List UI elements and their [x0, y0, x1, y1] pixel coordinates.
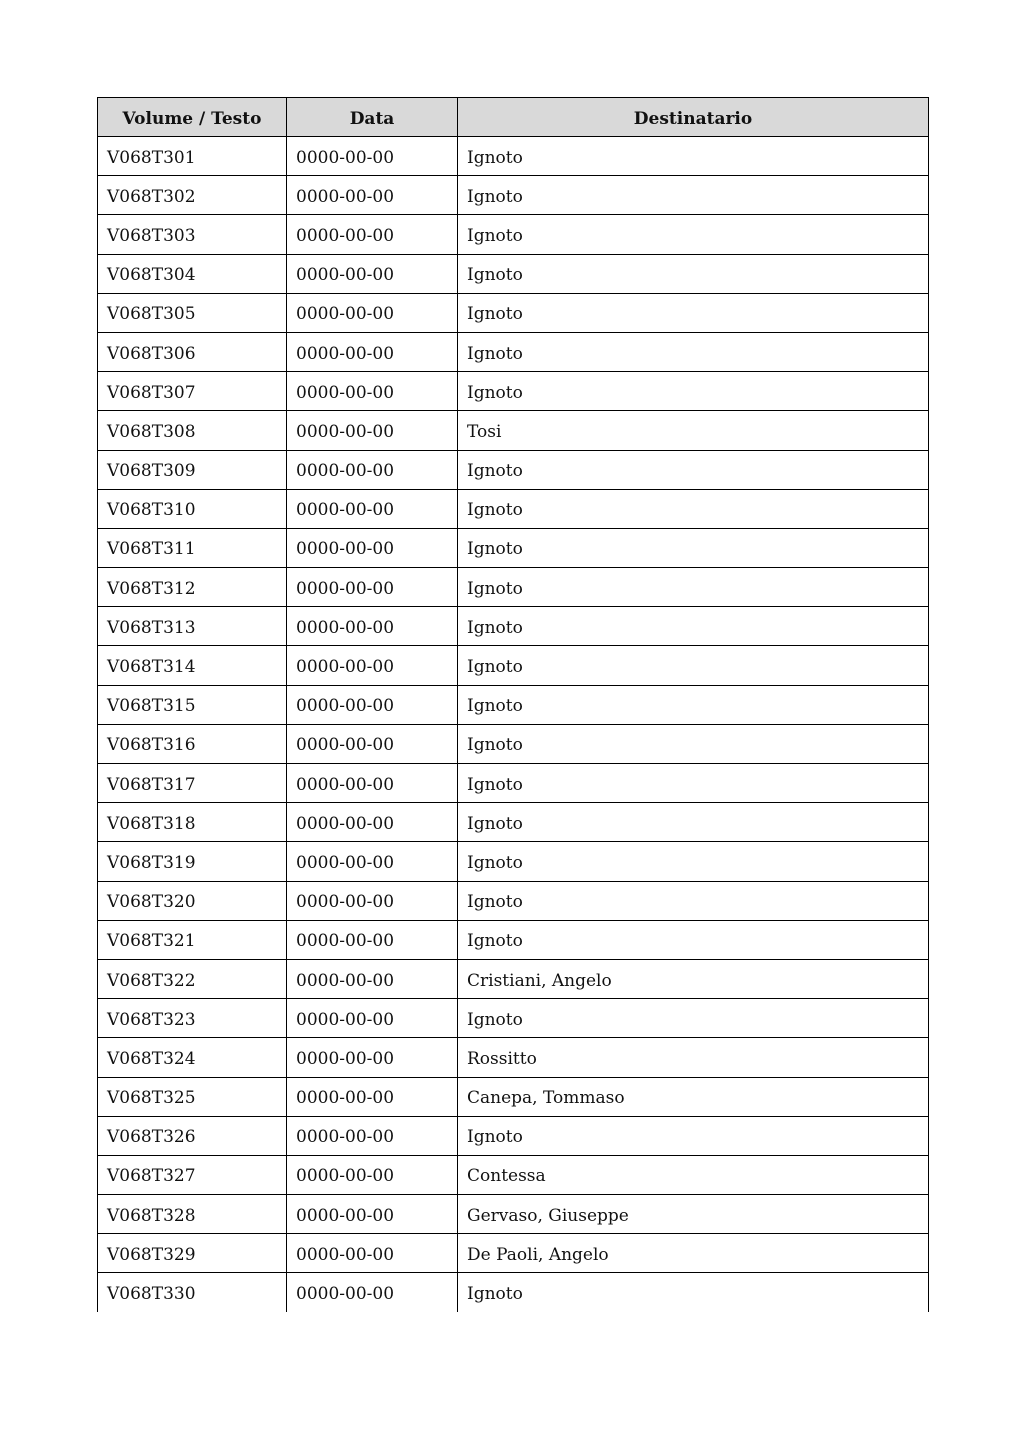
cell-destinatario: Ignoto [458, 254, 929, 293]
cell-destinatario: Ignoto [458, 489, 929, 528]
table-row [98, 920, 929, 959]
cell-destinatario: Tosi [458, 411, 929, 450]
cell-volume-testo: V068T328 [98, 1195, 287, 1234]
table-row [98, 881, 929, 920]
cell-data: 0000-00-00 [287, 685, 458, 724]
cell-volume-testo: V068T302 [98, 176, 287, 215]
cell-data: 0000-00-00 [287, 528, 458, 567]
cell-volume-testo: V068T309 [98, 450, 287, 489]
cell-volume-testo: V068T326 [98, 1116, 287, 1155]
cell-volume-testo: V068T312 [98, 568, 287, 607]
cell-volume-testo: V068T315 [98, 685, 287, 724]
table-row [98, 842, 929, 881]
table-row [98, 489, 929, 528]
letters-table [97, 97, 929, 1312]
cell-data: 0000-00-00 [287, 842, 458, 881]
cell-destinatario: Ignoto [458, 332, 929, 371]
cell-volume-testo: V068T304 [98, 254, 287, 293]
cell-data: 0000-00-00 [287, 1155, 458, 1194]
table-row [98, 1273, 929, 1312]
cell-destinatario: Ignoto [458, 724, 929, 763]
cell-data: 0000-00-00 [287, 724, 458, 763]
table-row [98, 685, 929, 724]
cell-data: 0000-00-00 [287, 450, 458, 489]
cell-volume-testo: V068T311 [98, 528, 287, 567]
table-header-row [98, 98, 929, 137]
cell-data: 0000-00-00 [287, 332, 458, 371]
table-row [98, 1077, 929, 1116]
table-row [98, 332, 929, 371]
cell-volume-testo: V068T327 [98, 1155, 287, 1194]
cell-destinatario: Ignoto [458, 528, 929, 567]
cell-destinatario: Ignoto [458, 176, 929, 215]
cell-volume-testo: V068T307 [98, 372, 287, 411]
table-row [98, 764, 929, 803]
cell-data: 0000-00-00 [287, 881, 458, 920]
cell-destinatario: Contessa [458, 1155, 929, 1194]
header-data: Data [287, 98, 458, 137]
table-row [98, 176, 929, 215]
cell-data: 0000-00-00 [287, 489, 458, 528]
table-row [98, 372, 929, 411]
cell-volume-testo: V068T319 [98, 842, 287, 881]
cell-volume-testo: V068T301 [98, 137, 287, 176]
cell-data: 0000-00-00 [287, 959, 458, 998]
cell-destinatario: Ignoto [458, 920, 929, 959]
cell-destinatario: Ignoto [458, 646, 929, 685]
cell-data: 0000-00-00 [287, 999, 458, 1038]
cell-volume-testo: V068T320 [98, 881, 287, 920]
cell-destinatario: Ignoto [458, 568, 929, 607]
cell-destinatario: Ignoto [458, 215, 929, 254]
cell-volume-testo: V068T305 [98, 293, 287, 332]
table-body [98, 137, 929, 1313]
cell-destinatario: Ignoto [458, 685, 929, 724]
cell-data: 0000-00-00 [287, 803, 458, 842]
table-row [98, 254, 929, 293]
cell-data: 0000-00-00 [287, 1116, 458, 1155]
cell-volume-testo: V068T318 [98, 803, 287, 842]
cell-data: 0000-00-00 [287, 1195, 458, 1234]
cell-data: 0000-00-00 [287, 1273, 458, 1312]
cell-destinatario: Rossitto [458, 1038, 929, 1077]
table-row [98, 137, 929, 176]
cell-destinatario: Cristiani, Angelo [458, 959, 929, 998]
table-row [98, 724, 929, 763]
cell-destinatario: Ignoto [458, 1273, 929, 1312]
cell-destinatario: Gervaso, Giuseppe [458, 1195, 929, 1234]
table-row [98, 1234, 929, 1273]
table-row [98, 215, 929, 254]
cell-destinatario: Ignoto [458, 372, 929, 411]
table-row [98, 959, 929, 998]
cell-volume-testo: V068T325 [98, 1077, 287, 1116]
cell-volume-testo: V068T316 [98, 724, 287, 763]
cell-volume-testo: V068T317 [98, 764, 287, 803]
cell-destinatario: Ignoto [458, 137, 929, 176]
cell-data: 0000-00-00 [287, 568, 458, 607]
table-row [98, 999, 929, 1038]
table-row [98, 450, 929, 489]
cell-volume-testo: V068T310 [98, 489, 287, 528]
cell-destinatario: Ignoto [458, 450, 929, 489]
cell-volume-testo: V068T321 [98, 920, 287, 959]
cell-destinatario: De Paoli, Angelo [458, 1234, 929, 1273]
cell-volume-testo: V068T303 [98, 215, 287, 254]
cell-data: 0000-00-00 [287, 372, 458, 411]
cell-destinatario: Ignoto [458, 764, 929, 803]
cell-data: 0000-00-00 [287, 137, 458, 176]
table-row [98, 607, 929, 646]
cell-volume-testo: V068T324 [98, 1038, 287, 1077]
cell-volume-testo: V068T314 [98, 646, 287, 685]
cell-volume-testo: V068T323 [98, 999, 287, 1038]
cell-data: 0000-00-00 [287, 1077, 458, 1116]
cell-volume-testo: V068T306 [98, 332, 287, 371]
cell-data: 0000-00-00 [287, 920, 458, 959]
cell-volume-testo: V068T329 [98, 1234, 287, 1273]
cell-data: 0000-00-00 [287, 1038, 458, 1077]
cell-data: 0000-00-00 [287, 764, 458, 803]
table-row [98, 1038, 929, 1077]
cell-data: 0000-00-00 [287, 607, 458, 646]
header-destinatario: Destinatario [458, 98, 929, 137]
table-row [98, 528, 929, 567]
table-row [98, 646, 929, 685]
table-row [98, 293, 929, 332]
cell-destinatario: Ignoto [458, 1116, 929, 1155]
table-row [98, 1195, 929, 1234]
cell-destinatario: Ignoto [458, 881, 929, 920]
cell-data: 0000-00-00 [287, 176, 458, 215]
cell-data: 0000-00-00 [287, 646, 458, 685]
table-row [98, 411, 929, 450]
cell-destinatario: Ignoto [458, 607, 929, 646]
table-row [98, 803, 929, 842]
cell-destinatario: Ignoto [458, 293, 929, 332]
cell-volume-testo: V068T308 [98, 411, 287, 450]
cell-volume-testo: V068T313 [98, 607, 287, 646]
table-row [98, 1155, 929, 1194]
cell-data: 0000-00-00 [287, 1234, 458, 1273]
cell-volume-testo: V068T322 [98, 959, 287, 998]
table-row [98, 1116, 929, 1155]
cell-data: 0000-00-00 [287, 215, 458, 254]
cell-destinatario: Ignoto [458, 842, 929, 881]
cell-destinatario: Canepa, Tommaso [458, 1077, 929, 1116]
cell-volume-testo: V068T330 [98, 1273, 287, 1312]
cell-destinatario: Ignoto [458, 803, 929, 842]
cell-data: 0000-00-00 [287, 254, 458, 293]
header-volume-testo: Volume / Testo [98, 98, 287, 137]
table-row [98, 568, 929, 607]
cell-destinatario: Ignoto [458, 999, 929, 1038]
cell-data: 0000-00-00 [287, 293, 458, 332]
cell-data: 0000-00-00 [287, 411, 458, 450]
